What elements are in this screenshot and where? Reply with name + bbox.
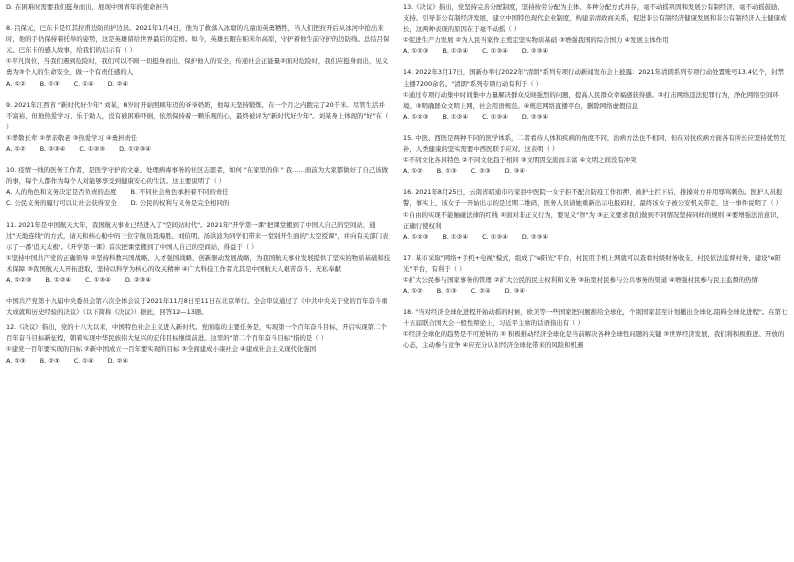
answer-options: [6, 198, 391, 209]
right-column: [403, 2, 788, 352]
question-text: ①不同文化各具特色 ②不同文化趋于相同 ③文明因交流而丰富 ④文明之间没有冲突: [403, 156, 637, 165]
answer-options: [403, 286, 788, 297]
answer-options: [6, 79, 391, 90]
question-text: 中国共产党第十九届中央委员会第六次全体会议于2021年11月8日至11日在北京举行。全会审议通过了《中共中央关于党的百年奋斗重大成就和历史经验的决议》（以下简称《决议》）据此，回答12—13题。: [6, 297, 388, 317]
answer-option: A. ①②: [403, 287, 423, 296]
answer-options: [6, 275, 391, 286]
question-text: D. 在困难时需要我们挺身而出，展现中国青年的使命担当: [6, 3, 169, 11]
question-text: ①促进生产力发展 ②为人民当家作主奠定坚实物质基础 ③增强我国的综合国力 ④发展主体作用: [403, 36, 669, 45]
question-text: 17. 某市采取"网络+手机+电视"模式，组成了"e阳光"平台，村民用手机上网就可以查看村级财务收支，村民依法监督村务，建设"e阳光"平台，有利于（ ）: [403, 253, 781, 273]
answer-option: C. ①③④: [482, 112, 508, 121]
spacer: [6, 90, 391, 100]
answer-option: A. ①②: [6, 145, 26, 154]
left-column: [6, 2, 391, 367]
answer-option: B. ②③: [39, 356, 60, 365]
answer-option: D. ②④: [107, 356, 129, 365]
question-text: 15. 中医、西医是两种不同的医学体系，二者看待人体和疾病的角度不同，治病方法也不相同，但在对抗疾病方面各有所长应坚持优势互补，人类健康的坚实需要中西医联手应对。这表明（ ）: [403, 133, 786, 154]
answer-options: [403, 166, 788, 177]
answer-option: A. ①③: [6, 356, 26, 365]
question-text: ①孝敬长辈 ②孝亲敬老 ③热爱学习 ④勇担责任: [6, 133, 138, 142]
answer-option: D. ②④: [107, 79, 129, 88]
answer-option: D. ②③④: [521, 47, 549, 56]
answer-option: A. ①②③: [6, 275, 32, 284]
answer-option: C. 公民义务的履行可以让社会获得安全: [6, 199, 117, 208]
answer-option: C. ②④: [470, 287, 491, 296]
spacer: [403, 243, 788, 253]
spacer: [6, 286, 391, 296]
answer-option: B. 不同社会角色承担着不同的责任: [130, 188, 229, 197]
answer-option: B. ①③: [39, 79, 60, 88]
answer-options: [6, 356, 391, 367]
answer-option: B. ①②④: [442, 112, 469, 121]
answer-option: B. ①②④: [442, 232, 469, 241]
spacer: [6, 13, 391, 23]
answer-option: D. ③④: [504, 287, 526, 296]
answer-options: [6, 144, 391, 155]
spacer: [6, 210, 391, 220]
answer-option: D. ①②③④: [119, 145, 152, 154]
answer-option: C. ②③: [470, 167, 491, 176]
answer-option: C. ①④: [73, 79, 94, 88]
answer-option: C. ①③④: [482, 47, 508, 56]
answer-option: A. ①②③: [403, 112, 429, 121]
answer-options: [403, 232, 788, 243]
answer-option: D. ②③④: [521, 232, 549, 241]
answer-option: B. ①③: [436, 167, 457, 176]
answer-option: B. ①③: [436, 287, 457, 296]
answer-option: C. ①③④: [482, 232, 508, 241]
answer-options: [6, 187, 391, 198]
answer-option: D. ②③④: [521, 112, 549, 121]
answer-options: [403, 46, 788, 57]
question-text: 18. "当对经济全球化进程开始动摇的时候，欧美等一些国家把问题推给全球化，个别国家甚至计划撤出全球化,阻碍全球化进程"。在第七十五届联合国大会一般性辩论上，习近平主席的话语指出有（ ）: [403, 308, 788, 328]
answer-option: A. ①②③: [403, 47, 429, 56]
answer-option: A. ①②③: [403, 232, 429, 241]
question-text: 12.《决议》指出，党的十八大以来，中国特色社会主义进入新时代。党面临的主要任务是，实现第一个百年奋斗目标，开启实现第二个百年奋斗目标新征程，朝着实现中华民族伟大复兴的宏伟目标继续前进。这里的"第二个百年奋斗目标"指的是（ ）: [6, 323, 387, 343]
answer-option: D. ②③④: [124, 275, 152, 284]
answer-option: A. ①②: [403, 167, 423, 176]
spacer: [403, 297, 788, 307]
spacer: [6, 155, 391, 165]
question-text: 14. 2022年3月17日，国新办举行2022年"清朗"系列专项行动新闻发布会上披露：2021年清朗系列专项行动处置账号13.4亿个，封禁主播7200余名。"清朗"系列专项行动有利于（ ）: [403, 68, 784, 88]
question-text: ①通过专项行动集中时间集中力量解决群众反映强烈的问题，提高人民群众幸福感获得感。②打击网络违法犯罪行为，净化网络空间环境。③明确群众文明上网，社会用语规范。④规范网络直播平台，删除网络虚假信息: [403, 90, 779, 110]
spacer: [403, 57, 788, 67]
question-text: 16. 2021年8月25日，云南省昭通市巧家县中医院一女子拒不配合防疫工作扣押、被护士拦下后，推搡对方并用辱骂刺伤。医护人员报警，事实上，该女子一开始出示的是过期二维码，医务人员请她重新出示电报码时，最终该女子被公安机关带走，这一事件说明了（ ）: [403, 188, 783, 208]
answer-option: C. ①②③: [79, 145, 106, 154]
question-text: ①平凡岗位，当我们遇到危险时，我们可以不顾一切挺身而出，保护他人的安全，传递社会正能量②面对危险时，我们应挺身而出，见义勇为③个人的生命安全，做一个有责任感的人: [6, 57, 389, 77]
answer-option: C. ①④: [73, 356, 94, 365]
question-text: 8. 吕保元，巴东卡是红其拉甫边防的护边员。2021年1月4日，他为了救落入冰窟的儿童而英勇牺牲，当人们把拉开后从冰河中抢出来时，他的手仍保持着托举的姿势，这是英雄留给世界最后的定格。如今，英雄长眠在帕米尔高原，守护着他生前守护的边防线。总结吕保元、巴东卡的感人故事，给我们的启示有（ ）: [6, 24, 390, 55]
question-text: ①建党一百年要实现的目标 ②新中国成立一百年要实现的目标 ③全面建成小康社会 ④建成社会主义现代化强国: [6, 345, 317, 354]
question-text: 10. 疫情一线的医务工作者，是医学守护的文豪、处理病毒事务的社区志愿者，如何 "在家里的你 " 我……面前为大家都做好了自己该做的事，每个人都作为每个人对能够享受到健康安心的生活。这主要说明了（ ）: [6, 166, 389, 186]
question-text: 9. 2021年江西省 "新时代好少年" 刘某，8岁时开始照顾年迈的爷爷奶奶，他每天坚持锻炼，在一个月之内跑完了20千米。尽管生活并不富裕，但他热爱学习、乐于助人，没有被困难吓倒，依然保持着一颗乐观的心，最终被评为"新时代好少年"。刘某身上体现的"好"在（ ）: [6, 100, 389, 131]
question-text: 13.《决议》指出，党坚持完善分配制度，坚持按劳分配为主体、多种分配方式并存，毫不动摇巩固和发展公有制经济，毫不动摇鼓励、支持、引导非公有制经济发展，建立中国特色现代企业制度，构建亲清政商关系，促进非公有制经济健康发展和非公有制经济人士健康成长，这两种表现的原因在于毫不动摇（ ）: [403, 3, 787, 34]
spacer: [403, 177, 788, 187]
question-text: 11. 2021年是中国航天大年，我国航天事业已经进入了"空间站时代"。2021年"开学第一课"把课堂搬到了中国人自己的空间站，通过"天地连线"的方式，请天和核心舱中的三位宇航员聂海胜、刘伯明、汤洪波为同学们带来一堂别开生面的"太空授课"，并向有关部门表示了一番'追天太极'。《开学第一课》首次把课堂搬到了中国人自己的空间站，得益于（ ）: [6, 220, 389, 251]
answer-options: [403, 112, 788, 123]
answer-option: D. 公民的权利与义务是完全相同的: [130, 199, 230, 208]
question-text: ①扩大公民参与国家事务的管理 ②扩大公民的民主权利和义务 ③拓宽村民参与公共事务的渠道 ④增强村民参与民主监督的热情: [403, 275, 758, 284]
answer-option: D. ③④: [504, 167, 526, 176]
spacer: [403, 123, 788, 133]
answer-option: B. ①②④: [442, 47, 469, 56]
answer-option: C. ①③④: [85, 275, 111, 284]
answer-option: A. 人的角色和义务决定是否负责的态度: [6, 188, 117, 197]
question-text: ①坚持中国共产党的正确领导 ②坚持科教兴国战略、人才强国战略、创新驱动发展战略，为我国航天事业发展提供了坚实的物质基础和技术保障 ③我国航天人开拓进取，坚持以科学为核心的攻关精神 ④广大科技工作者尤其是中国航天人艰苦奋斗、无私奉献: [6, 253, 391, 273]
answer-option: B. ①②④: [45, 275, 72, 284]
answer-option: B. ②③④: [39, 145, 66, 154]
question-text: ①经济全球化的趋势是不可逆转的 ② 积极推动经济全球化是当前解决各种全球性问题的关键 ③世界经济发展，我们将积极推进、开放的心态，主动参与竞争 ④应充分认识经济全球化带来的风险和机遇: [403, 330, 785, 350]
answer-option: A. ①②: [6, 79, 26, 88]
question-text: ①自由的实现不能触碰法律的红线 ②面对非正义行为，要见义"智"为 ③正义要求我们做到不同情况坚持同样的规则 ④要增强法治意识，正确行使权利: [403, 210, 783, 230]
